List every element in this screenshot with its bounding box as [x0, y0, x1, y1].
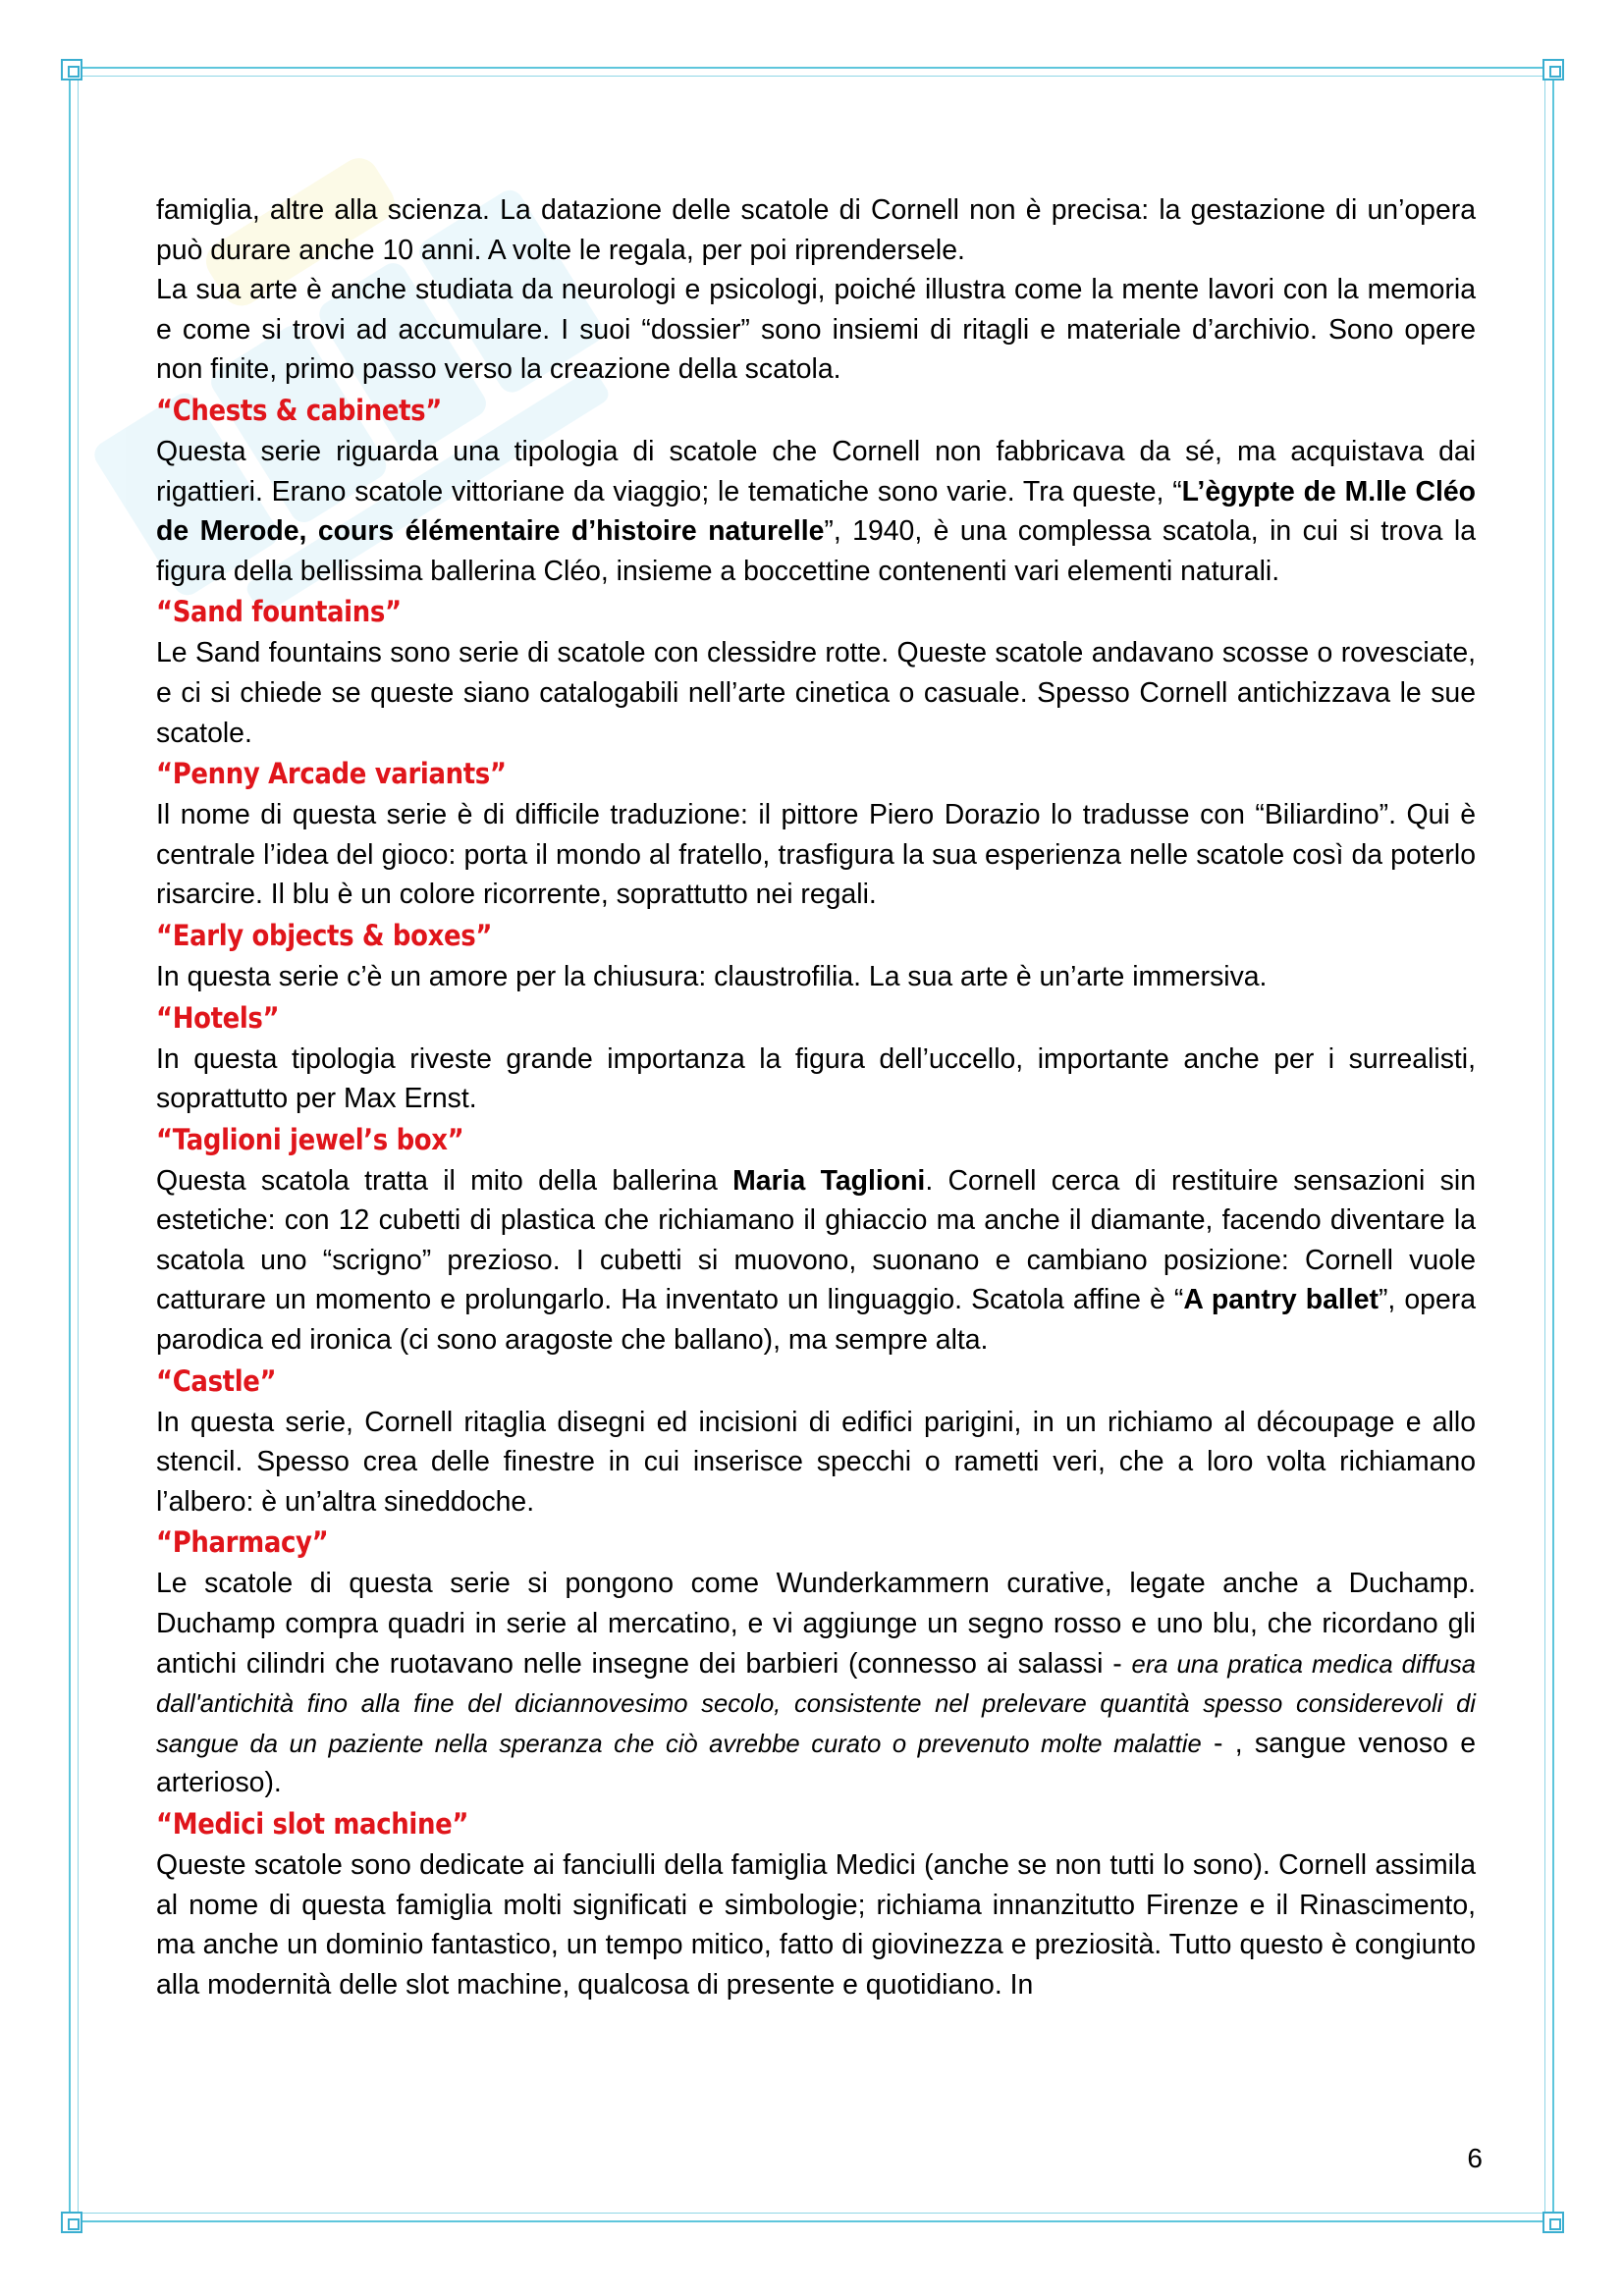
paragraph-taglioni: Questa scatola tratta il mito della ballerina Maria Taglioni. Cornell cerca di restituire sensazioni sin estetiche: con 12 cubetti di plastica che richiamano il ghiaccio ma anche il diamante, facendo diventare la scatola uno “scrigno” prezioso. I cubetti si muovono, suonano e cambiano posizione: Cornell vuole catturare un momento e prolungarlo. Ha inventato un linguaggio. Scatola affine è “A pantry ballet”, opera parodica ed ironica (ci sono aragoste che ballano), ma sempre alta.: [156, 1164, 1477, 1357]
artwork-title-pantry-ballet: A pantry ballet: [1183, 1284, 1379, 1316]
paragraph-hotels: In questa tipologia riveste grande importanza la figura dell’uccello, importante anche per i surrealisti, soprattutto per Max Ernst.: [156, 1042, 1476, 1115]
heading-castle: “Castle”: [156, 1363, 277, 1398]
heading-chests-cabinets: “Chests & cabinets”: [156, 393, 442, 427]
paragraph-early-objects: In questa serie c’è un amore per la chiusura: claustrofilia. La sua arte è un’arte immersiva.: [156, 960, 1268, 992]
paragraph-intro-2: La sua arte è anche studiata da neurologi e psicologi, poiché illustra come la mente lavori con la memoria e come si trovi ad accumulare. I suoi “dossier” sono insiemi di ritagli e materiale d’archivio. Sono opere non finite, primo passo verso la creazione della scatola.: [156, 274, 1476, 386]
name-maria-taglioni: Maria Taglioni: [732, 1164, 926, 1197]
italic-note-salassi: era una pratica medica diffusa dall'antichità fino alla fine del diciannovesimo secolo, consistente nel prelevare quantità spesso considerevoli di sangue da un paziente nella speranza che ciò avrebbe curato o prevenuto molte malattie: [156, 1650, 1476, 1758]
heading-taglioni: “Taglioni jewel’s box”: [156, 1122, 464, 1156]
page-number: 6: [1467, 2143, 1483, 2173]
heading-early-objects: “Early objects & boxes”: [156, 918, 493, 952]
corner-ornament-top-left: [61, 59, 82, 80]
corner-ornament-bottom-right: [1542, 2212, 1564, 2233]
heading-pharmacy: “Pharmacy”: [156, 1525, 329, 1560]
heading-hotels: “Hotels”: [156, 1000, 280, 1035]
paragraph-sand-fountains: Le Sand fountains sono serie di scatole con clessidre rotte. Queste scatole andavano scosse o rovesciate, e ci si chiede se queste siano catalogabili nell’arte cinetica o casuale. Spesso Cornell antichizzava le sue scatole.: [156, 637, 1476, 749]
heading-medici: “Medici slot machine”: [156, 1807, 469, 1841]
heading-penny-arcade: “Penny Arcade variants”: [156, 757, 507, 791]
paragraph-castle: In questa serie, Cornell ritaglia disegni ed incisioni di edifici parigini, in un richiamo al découpage e allo stencil. Spesso crea delle finestre in cui inserisce specchi o rametti veri, che a loro volta richiamano l’albero: è un’altra sineddoche.: [156, 1406, 1476, 1518]
corner-ornament-top-right: [1542, 59, 1564, 80]
corner-ornament-bottom-left: [61, 2212, 82, 2233]
paragraph-chests-cabinets: Questa serie riguarda una tipologia di scatole che Cornell non fabbricava da sé, ma acquistava dai rigattieri. Erano scatole vittoriane da viaggio; le tematiche sono varie. Tra queste, “L’ègypte de M.lle Cléo de Merode, cours élémentaire d’histoire naturelle”, 1940, è una complessa scatola, in cui si trova la figura della bellissima ballerina Cléo, insieme a boccettine contenenti vari elementi naturali.: [156, 435, 1476, 587]
paragraph-pharmacy: Le scatole di questa serie si pongono come Wunderkammern curative, legate anche a Duchamp. Duchamp compra quadri in serie al mercatino, e vi aggiunge un segno rosso e uno blu, che ricordano gli antichi cilindri che ruotavano nelle insegne dei barbieri (connesso ai salassi - era una pratica medica diffusa dall'antichità fino alla fine del diciannovesimo secolo, consistente nel prelevare quantità spesso considerevoli di sangue da un paziente nella speranza che ciò avrebbe curato o prevenuto molte malattie - , sangue venoso e arterioso).: [156, 1568, 1477, 1799]
paragraph-intro-1: famiglia, altre alla scienza. La datazione delle scatole di Cornell non è precisa: la gestazione di un’opera può durare anche 10 anni. A volte le regala, per poi riprendersele.: [156, 194, 1476, 266]
heading-sand-fountains: “Sand fountains”: [156, 595, 402, 629]
document-body: [156, 190, 1476, 2004]
artwork-title-egypte: L’ègypte de M.lle Cléo de Merode, cours élémentaire d’histoire naturelle: [156, 475, 1476, 548]
paragraph-medici: Queste scatole sono dedicate ai fanciulli della famiglia Medici (anche se non tutti lo sono). Cornell assimila al nome di questa famiglia molti significati e simbologie; richiama innanzitutto Firenze e il Rinascimento, ma anche un dominio fantastico, un tempo mitico, fatto di giovinezza e preziosità. Tutto questo è congiunto alla modernità delle slot machine, qualcosa di presente e quotidiano. In: [156, 1849, 1476, 2001]
paragraph-penny-arcade: Il nome di questa serie è di difficile traduzione: il pittore Piero Dorazio lo tradusse con “Biliardino”. Qui è centrale l’idea del gioco: porta il mondo al fratello, trasfigura la sua esperienza nelle scatole così da poterlo risarcire. Il blu è un colore ricorrente, soprattutto nei regali.: [156, 799, 1476, 911]
